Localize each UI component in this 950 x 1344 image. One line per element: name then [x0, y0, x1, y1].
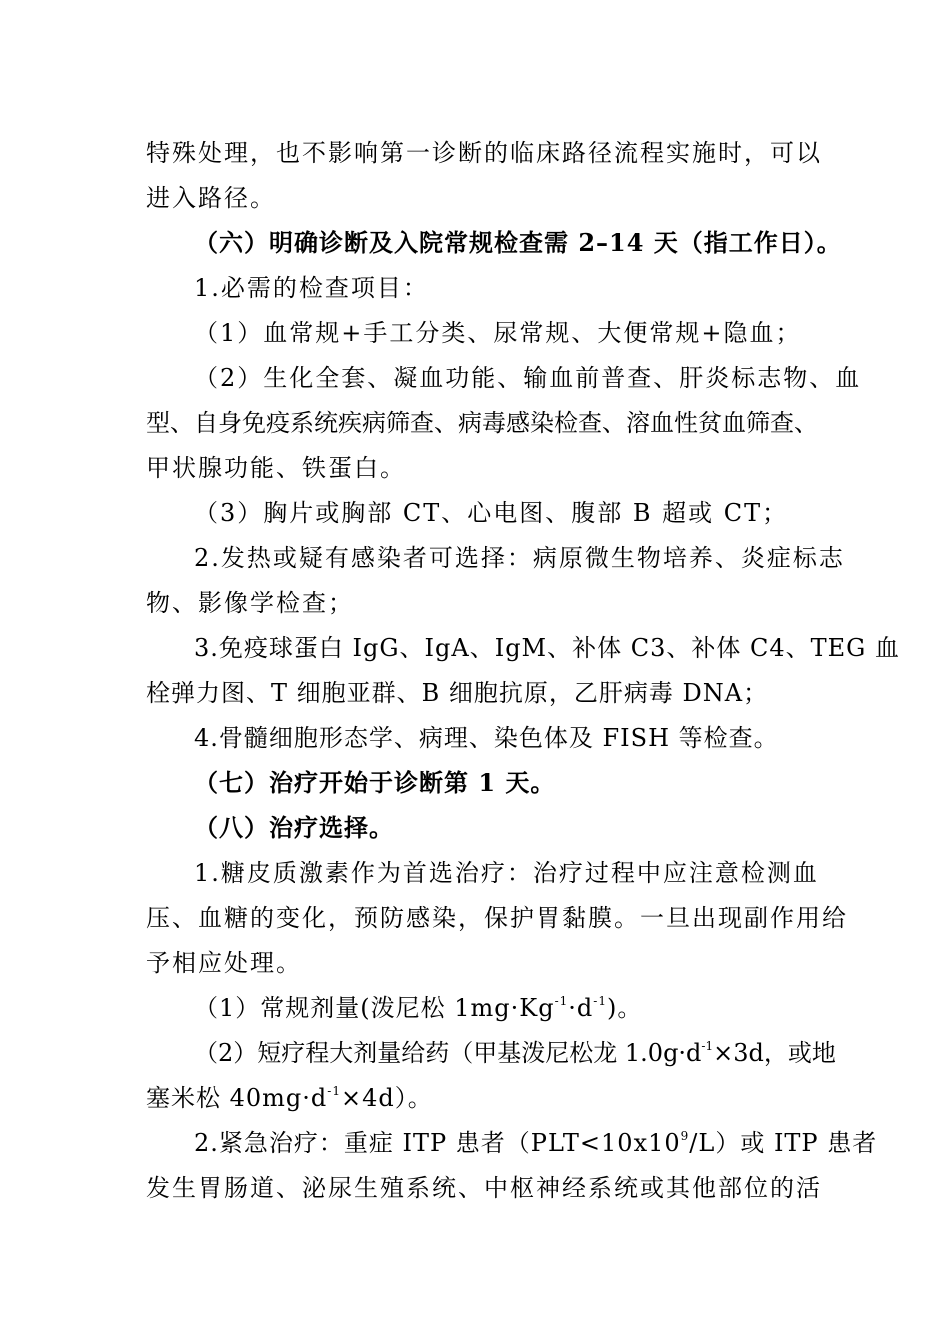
- section-heading: （七）治疗开始于诊断第 1 天。: [194, 768, 556, 797]
- dosage-line: 塞米松 $40mg\cdot d^{-1}\times 4d$）。: [146, 1084, 433, 1112]
- text-line: 压、血糖的变化，预防感染，保护胃黏膜。一旦出现副作用给: [146, 904, 848, 932]
- list-item: 2.紧急治疗：重症 ITP 患者$(PLT<10x10^9/L)$或 ITP 患者: [194, 1129, 878, 1157]
- list-item: 1.必需的检查项目：: [194, 274, 429, 302]
- list-item: 4.骨髓细胞形态学、病理、染色体及 FISH 等检查。: [194, 724, 779, 752]
- list-item: 1.糖皮质激素作为首选治疗：治疗过程中应注意检测血: [194, 859, 819, 887]
- section-heading: （八）治疗选择。: [194, 813, 394, 842]
- dosage-line: （2）短疗程大剂量给药（甲基泼尼松龙 $1.0g\cdot d^{-1}\times 3d$，或地: [194, 1039, 836, 1067]
- dosage-line: （1）常规剂量(泼尼松 $1mg\cdot Kg^{-1}\cdot d^{-1}$)。: [194, 994, 643, 1022]
- list-item: （3）胸片或胸部 CT、心电图、腹部 B 超或 CT；: [194, 499, 789, 527]
- text-line: 物、影像学检查；: [146, 589, 354, 617]
- section-heading: （六）明确诊断及入院常规检查需 2–14 天（指工作日）。: [194, 228, 842, 257]
- list-item: （2）生化全套、凝血功能、输血前普查、肝炎标志物、血: [194, 364, 862, 392]
- text-line: 特殊处理，也不影响第一诊断的临床路径流程实施时，可以: [146, 139, 822, 167]
- text-line: 进入路径。: [146, 184, 276, 212]
- text-line: 予相应处理。: [146, 949, 302, 977]
- text-line: 栓弹力图、T 细胞亚群、B 细胞抗原，乙肝病毒 DNA；: [146, 679, 769, 707]
- text-line: 发生胃肠道、泌尿生殖系统、中枢神经系统或其他部位的活: [146, 1174, 822, 1202]
- text-line: 甲状腺功能、铁蛋白。: [146, 454, 406, 482]
- list-item: 3.免疫球蛋白 IgG、IgA、IgM、补体 C3、补体 C4、TEG 血: [194, 634, 900, 662]
- list-item: （1）血常规+手工分类、尿常规、大便常规+隐血；: [194, 319, 802, 347]
- list-item: 2.发热或疑有感染者可选择：病原微生物培养、炎症标志: [194, 544, 845, 572]
- text-line: 型、自身免疫系统疾病筛查、病毒感染检查、溶血性贫血筛查、: [146, 409, 818, 437]
